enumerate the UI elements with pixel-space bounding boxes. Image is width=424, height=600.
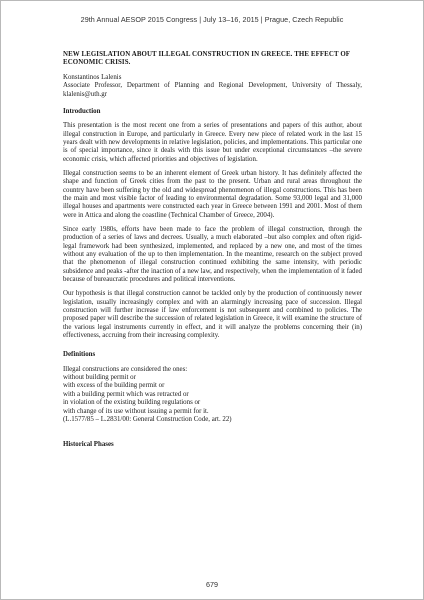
paper-title: NEW LEGISLATION ABOUT ILLEGAL CONSTRUCTION IN GREECE. THE EFFECT OF ECONOMIC CRISIS. (63, 51, 350, 67)
definition-line: Illegal constructions are considered the ones: (63, 365, 188, 373)
paper-body (63, 51, 362, 456)
intro-paragraph: Since early 1980s, efforts have been made to face the problem of illegal construction, through the production of a series of laws and decrees. Usually, a much elaborated –but also complex and often rigid- legal framework had been synthesized, implemented, and replaced by a new one, and most of the times without any evaluation of the up to then implementation. In the meantime, research on the subject proved that the phenomenon of illegal construction continued exhibiting the same intensity, with periodic subsidence and peaks -after the inaction of a new law, and respectively, when the implementation of it faded because of bureaucratic procedures and political interventions. (63, 225, 362, 284)
definition-line: with a building permit which was retracted or (63, 390, 189, 398)
definition-line: with excess of the building permit or (63, 382, 165, 390)
section-heading-introduction: Introduction (63, 107, 101, 115)
intro-paragraph: This presentation is the most recent one from a series of presentations and papers of this author, about illegal construction in Europe, and particularly in Greece. Every new piece of related work in the last 15 years dealt with new developments in relative legislation, policies, and implementations. This particular one is of special importance, since it deals with this issue but under exceptional circumstances –the severe economic crisis, which affected priorities and objectives of legislation. (63, 122, 362, 163)
definition-citation: (L.1577/85 – L.2831/00: General Construction Code, art. 22) (63, 415, 232, 423)
intro-paragraph: Illegal construction seems to be an inherent element of Greek urban history. It has definitely affected the shape and function of Greek cities from the past to the present. Urban and rural areas throughout the country have been suffering by the old and widespread phenomenon of illegal constructions. This has been the main and most visible factor of leading to environmental degradation. Some 93,000 legal and 31,000 illegal houses and apartments were constructed each year in Greece between 1991 and 2001. Most of them were in Attica and along the coastline (Technical Chamber of Greece, 2004). (63, 169, 362, 219)
page-number: 679 (206, 580, 218, 589)
definition-line: in violation of the existing building regulations or (63, 399, 201, 407)
author-name: Konstantinos Lalenis (63, 73, 122, 81)
definition-line: with change of its use without issuing a permit for it. (63, 407, 209, 415)
author-affiliation: Associate Professor, Department of Planning and Regional Development, University of Thessaly, klalenis@uth.gr (63, 82, 362, 98)
section-heading-definitions: Definitions (63, 351, 96, 359)
running-head: 29th Annual AESOP 2015 Congress | July 13–16, 2015 | Prague, Czech Republic (80, 15, 344, 24)
section-heading-historical-phases: Historical Phases (63, 441, 114, 449)
definitions-list (63, 366, 362, 424)
intro-paragraph: Our hypothesis is that illegal construction cannot be tackled only by the production of continuously newer legislation, usually increasingly complex and with an alarmingly increasing pace of succession. Illegal construction will further increase if law enforcement is not subsequent and combined to policies. The proposed paper will describe the succession of related legislation in Greece, it will examine the structure of the various legal instruments currently in effect, and it will analyze the problems concerning their (in) effectiveness, accruing from their increasing complexity. (63, 290, 362, 340)
definition-line: without building permit or (63, 374, 136, 382)
